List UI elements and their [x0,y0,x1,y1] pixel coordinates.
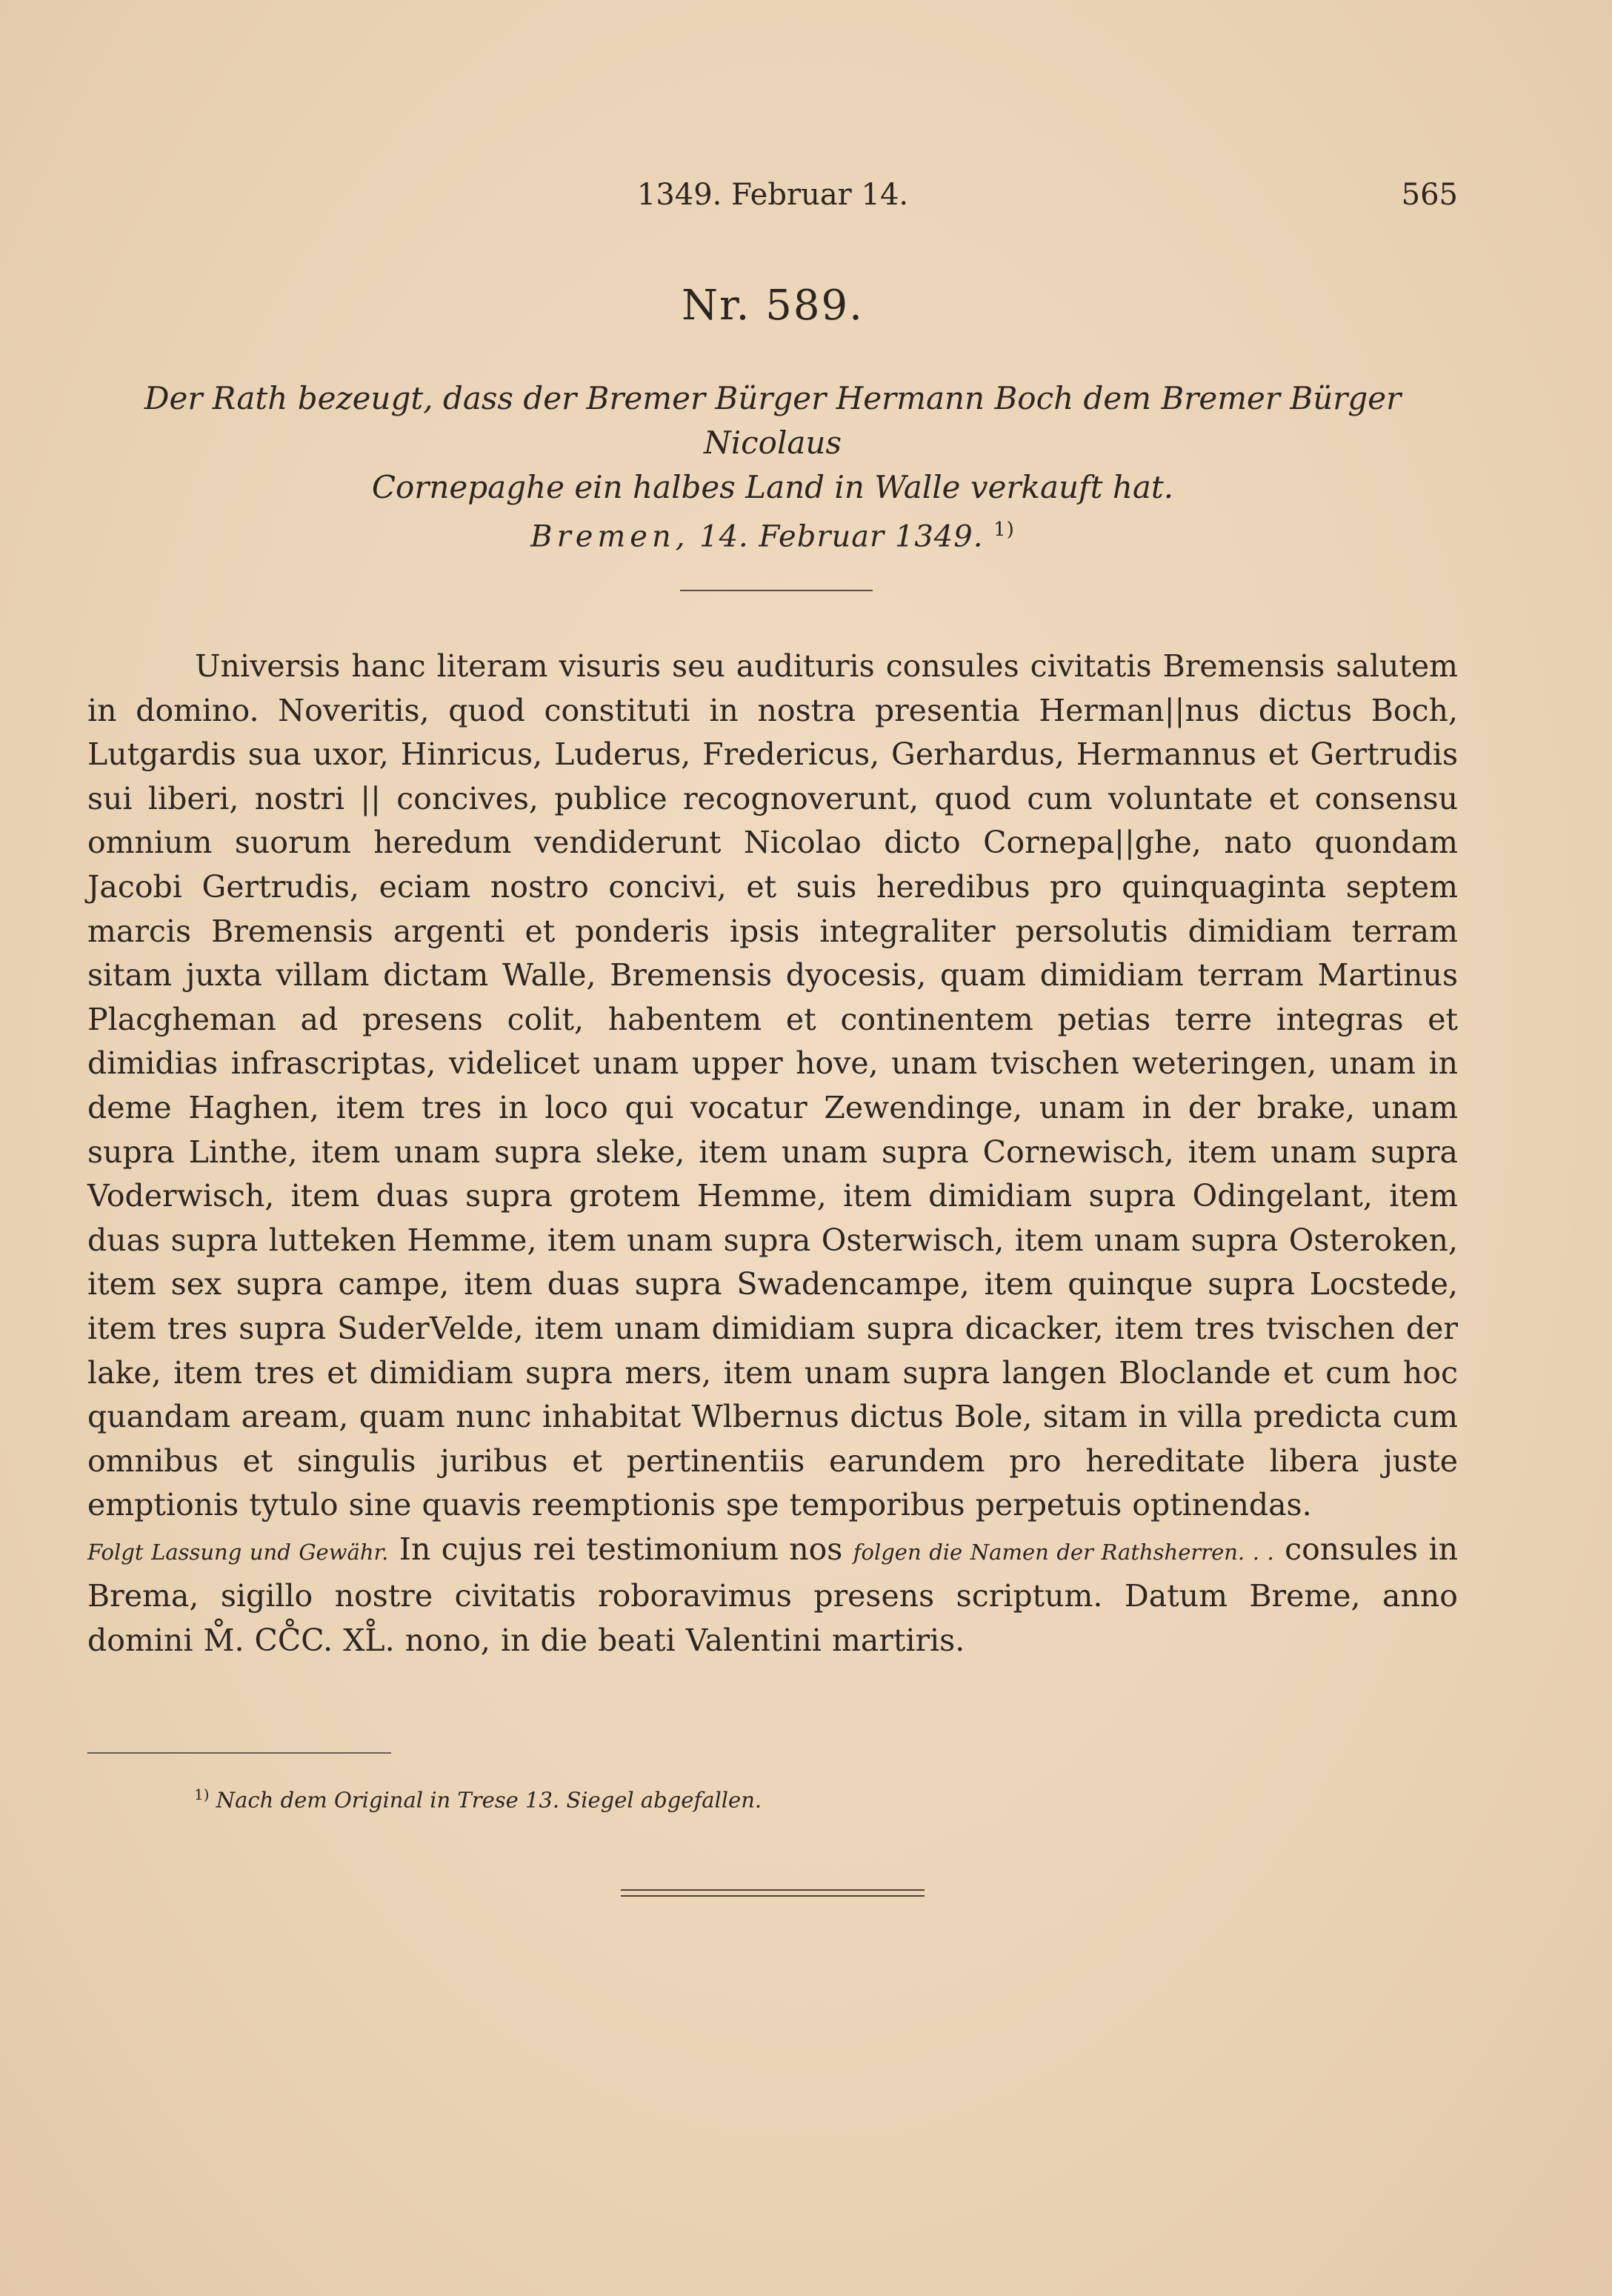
place-date: 14. Februar 1349. [699,519,984,554]
page-number: 565 [1401,178,1458,212]
body-main-text: Universis hanc literam visuris seu audituris consules civitatis Bremensis salutem in domino. Noveritis, quod constituti in nostra presentia Herman||nus dictus Boch, Lutgardis sua uxor, Hinricus, Luderus, Fredericus, Gerhardus, Hermannus et Gertrudis sui liberi, nostri || concives, publice recognoverunt, quod cum voluntate et consensu omnium suorum heredum vendiderunt Nicolao dicto Cornepa||ghe, nato quondam Jacobi Gertrudis, eciam nostro concivi, et suis heredibus pro quinquaginta septem marcis Bremensis argenti et ponderis ipsis integraliter persolutis dimidiam terram sitam juxta villam dictam Walle, Bremensis dyocesis, quam dimidiam terram Martinus Placgheman ad presens colit, habentem et continentem petias terre integras et dimidias infrascriptas, videlicet unam upper hove, unam tvischen weteringen, unam in deme Haghen, item tres in loco qui vocatur Zewendinge, unam in der brake, unam supra Linthe, item unam supra sleke, item unam supra Cornewisch, item unam supra Voderwisch, item duas supra grotem Hemme, item dimidiam supra Odingelant, item duas supra lutteken Hemme, item unam supra Osterwisch, item unam supra Osteroken, item sex supra campe, item duas supra Swadencampe, item quinque supra Locstede, item tres supra SuderVelde, item unam dimidiam supra dicacker, item tres tvischen der lake, item tres et dimidiam supra mers, item unam supra langen Bloclande et cum hoc quandam aream, quam nunc inhabitat Wlbernus dictus Bole, sitam in villa predicta cum omnibus et singulis juribus et pertinentiis earundem pro hereditate libera juste emptionis tytulo sine quavis reemptionis spe temporibus perpetuis optinendas. [87,648,1458,1523]
place-name: Bremen, [530,519,690,554]
footnote [194,1786,762,1813]
summary-line-1: Der Rath bezeugt, dass der Bremer Bürger Hermann Boch dem Bremer Bürger Nicolaus [144,380,1402,461]
body-closing-part-2: consules in Brema, sigillo nostre civitatis roboravimus presens scriptum. Datum Breme, anno domini M̊. CC̊C. XL̊. nono, in die beati Valentini martiris. [87,1531,1458,1659]
footnote-text: Nach dem Original in Trese 13. Siegel abgefallen. [216,1787,762,1813]
running-header [87,178,1458,222]
document-number: Nr. 589. [682,282,864,330]
document-summary [87,376,1458,510]
editorial-note-lassung: Folgt Lassung und Gewähr. [87,1539,389,1565]
header-date: 1349. Februar 14. [636,178,909,212]
footnote-reference: 1) [993,519,1015,541]
footnote-marker: 1) [194,1786,210,1803]
body-closing-part-1: In cujus rei testimonium nos [399,1531,843,1567]
document-body [87,645,1458,1663]
separator-rule [680,590,873,591]
footnote-rule [87,1752,391,1754]
place-and-date [87,519,1458,553]
editorial-note-namen: folgen die Namen der Rathsherren. . . [853,1539,1274,1565]
document-page [87,0,1458,2296]
body-closing [87,1528,1458,1663]
summary-line-2: Cornepaghe ein halbes Land in Walle verkauft hat. [371,469,1174,505]
body-paragraph [87,645,1458,1528]
end-double-rule [621,1889,925,1897]
